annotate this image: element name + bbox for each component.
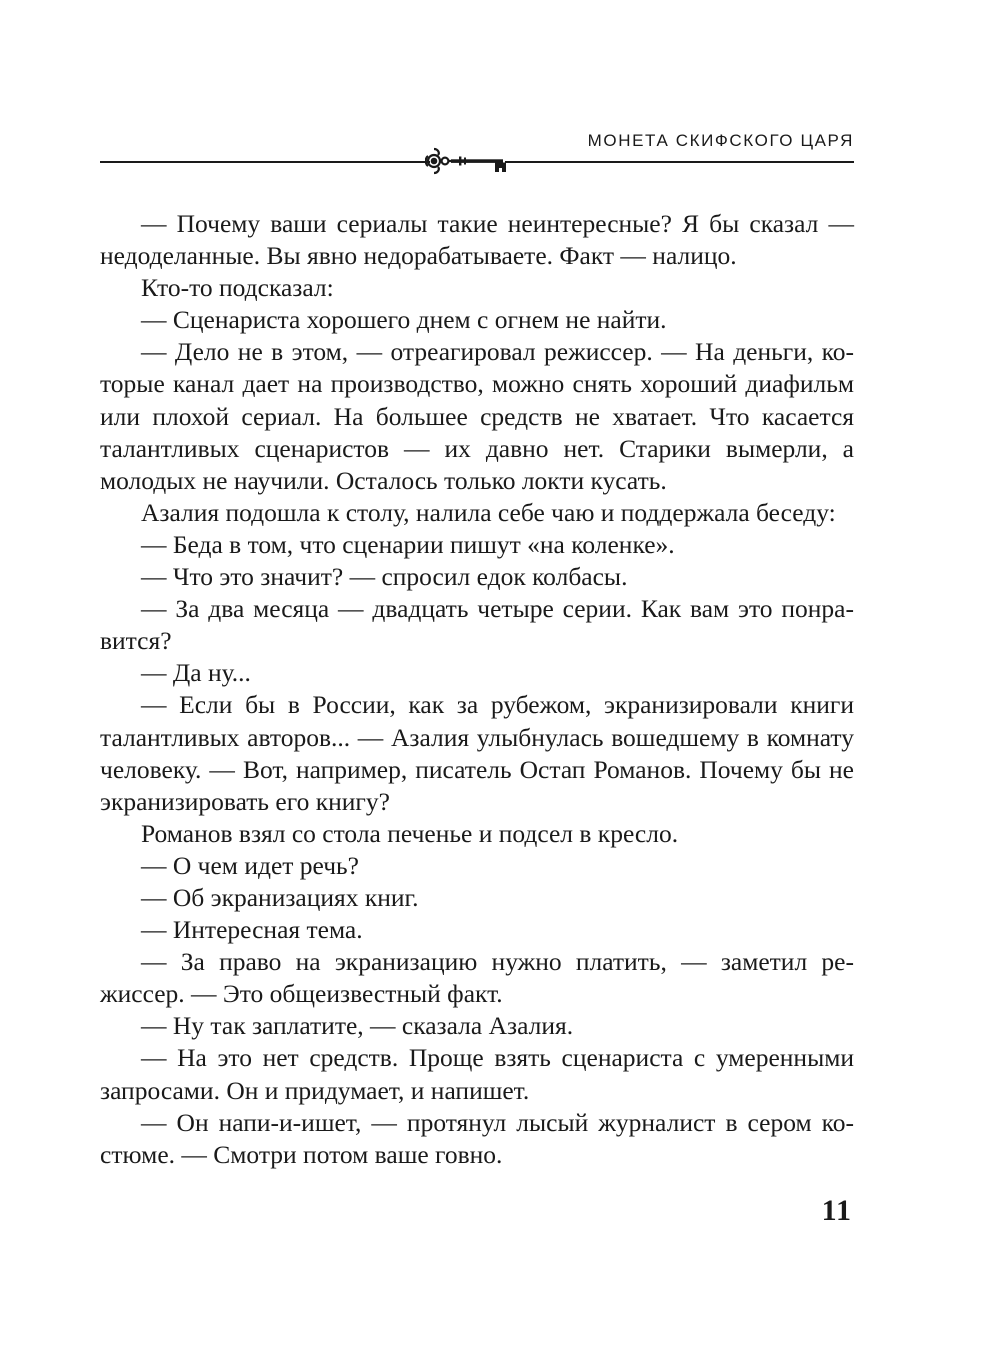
paragraph: — Он напи-и-ишет, — протянул лысый журналист в сером костюме. — Смотри потом ваше говно. <box>100 1107 854 1169</box>
paragraph: — Дело не в этом, — отреагировал режиссер. — На деньги, которые канал дает на производство, можно снять хороший диафильм или плохой сериал. На большее средств не хватает. Что касается талантливых сценаристов — их давно нет. Старики вымерли, а молодых не научили. Осталось только локти кусать. <box>100 337 854 495</box>
key-icon <box>425 145 515 179</box>
running-head-title: МОНЕТА СКИФСКОГО ЦАРЯ <box>587 131 854 150</box>
paragraph: — Сценариста хорошего днем с огнем не найти. <box>141 305 667 335</box>
paragraph: — За право на экранизацию нужно платить, — заметил режиссер. — Это общеизвестный факт. <box>100 947 854 1009</box>
body-text <box>100 208 854 1171</box>
paragraph: — Беда в том, что сценарии пишут «на коленке». <box>141 529 675 559</box>
paragraph: — Ну так заплатите, — сказала Азалия. <box>141 1011 574 1041</box>
paragraph: — Если бы в России, как за рубежом, экранизировали книги талантливых авторов... — Азалия улыбнулась вошедшему в комнату человеку. — Вот, например, писатель Остап Романов. Почему бы не экранизировать его книгу? <box>100 690 854 816</box>
paragraph: — Интересная тема. <box>141 915 363 945</box>
header-rule-right <box>505 161 854 163</box>
header-rule-left <box>100 161 430 163</box>
paragraph: — Почему ваши сериалы такие неинтересные? Я бы сказал — недоделанные. Вы явно недорабатываете. Факт — налицо. <box>100 209 854 271</box>
paragraph: — Что это значит? — спросил едок колбасы. <box>141 562 628 592</box>
paragraph: Азалия подошла к столу, налила себе чаю и поддержала беседу: <box>141 497 836 527</box>
page-number: 11 <box>821 1194 852 1227</box>
paragraph: — Об экранизациях книг. <box>141 882 419 912</box>
paragraph: Романов взял со стола печенье и подсел в кресло. <box>141 818 679 848</box>
paragraph: — За два месяца — двадцать четыре серии. Как вам это понравится? <box>100 594 854 656</box>
paragraph: — На это нет средств. Проще взять сценариста с умеренными запросами. Он и придумает, и напишет. <box>100 1043 854 1105</box>
paragraph: — Да ну... <box>141 658 251 688</box>
paragraph: Кто-то подсказал: <box>141 273 334 303</box>
paragraph: — О чем идет речь? <box>141 850 359 880</box>
